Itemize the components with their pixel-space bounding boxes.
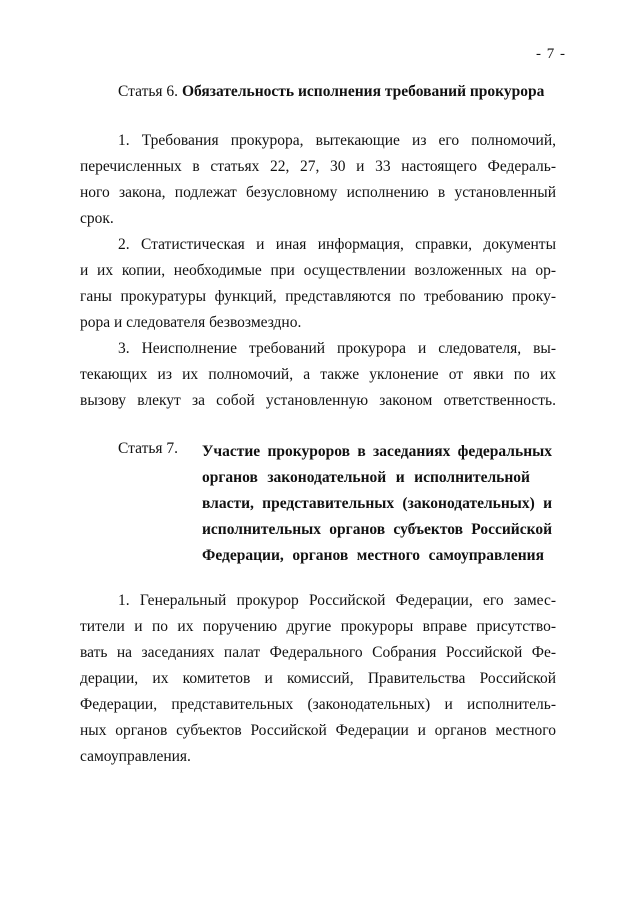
article6-heading [118, 82, 544, 102]
article6-title: Обязательность исполнения требований прокурора [181, 83, 545, 100]
text-line: ного закона, подлежат безусловному исполнению в установленный [80, 184, 556, 201]
title-line: исполнительных органов субъектов Российской [202, 521, 552, 538]
text-line: 1. Генеральный прокурор Российской Федерации, его замес- [118, 592, 556, 609]
title-line: органов законодательной и исполнительной [202, 469, 530, 486]
text-line: дерации, их комитетов и комиссий, Правительства Российской [80, 670, 556, 687]
article7-label: Статья 7. [118, 440, 179, 457]
text-line: перечисленных в статьях 22, 27, 30 и 33 настоящего Федераль- [80, 158, 556, 175]
text-line: вать на заседаниях палат Федерального Собрания Российской Фе- [80, 644, 556, 661]
article6-label: Статья 6. [118, 83, 179, 100]
text-line: самоуправления. [80, 748, 191, 765]
text-line: и их копии, необходимые при осуществлении возложенных на ор- [80, 262, 556, 279]
text-line: 1. Требования прокурора, вытекающие из его полномочий, [118, 132, 556, 149]
text-line: рора и следователя безвозмездно. [80, 314, 302, 331]
text-line: 3. Неисполнение требований прокурора и следователя, вы- [118, 340, 556, 357]
article7-title [202, 439, 552, 569]
title-line: Участие прокуроров в заседаниях федеральных [202, 443, 552, 460]
article6-paragraph-3 [80, 336, 556, 414]
text-line: ных органов субъектов Российской Федерации и органов местного [80, 722, 556, 739]
text-line: срок. [80, 210, 114, 227]
text-line: вызову влекут за собой установленную законом ответственность. [80, 392, 556, 409]
text-line: 2. Статистическая и иная информация, справки, документы [118, 236, 556, 253]
text-line: текающих из их полномочий, а также уклонение от явки по их [80, 366, 556, 383]
title-line: власти, представительных (законодательных) и [202, 495, 552, 512]
text-line: ганы прокуратуры функций, представляются по требованию проку- [80, 288, 556, 305]
article6-paragraph-1 [80, 128, 556, 232]
article7-paragraph-1 [80, 588, 556, 770]
text-line: тители и по их поручению другие прокуроры вправе присутство- [80, 618, 556, 635]
text-line: Федерации, представительных (законодательных) и исполнитель- [80, 696, 556, 713]
article6-paragraph-2 [80, 232, 556, 336]
title-line: Федерации, органов местного самоуправления [202, 547, 544, 564]
page-number: - 7 - [536, 46, 566, 62]
